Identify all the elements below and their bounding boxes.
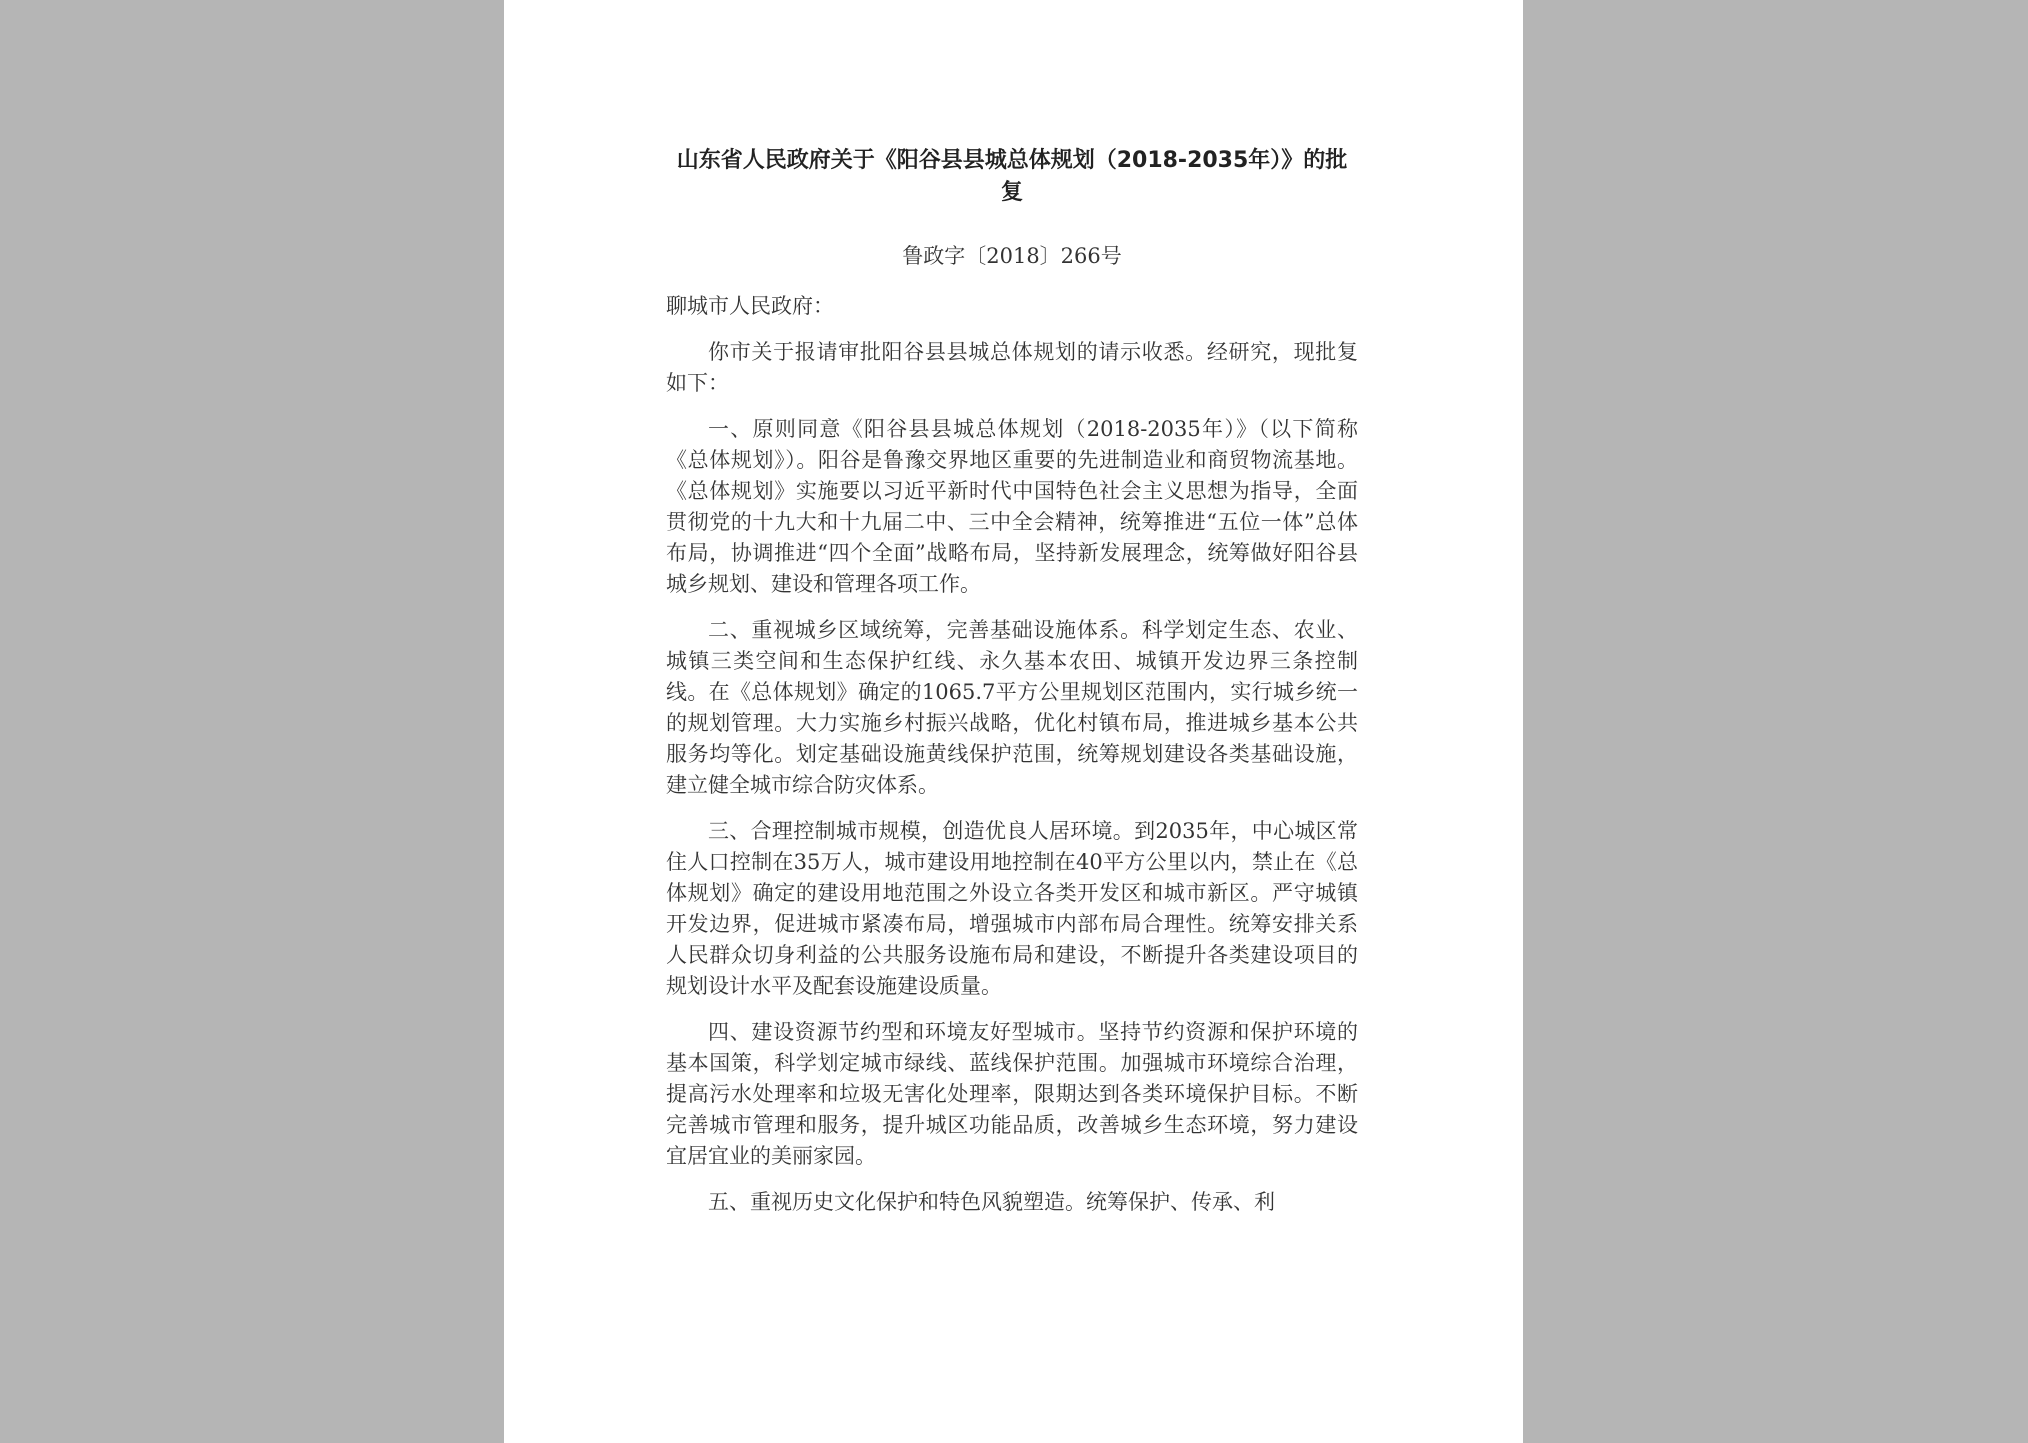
document-number: 鲁政字〔2018〕266号 (902, 244, 1122, 268)
body-paragraph: 五、重视历史文化保护和特色风貌塑造。统筹保护、传承、利 (708, 1190, 1275, 1214)
body-paragraph: 你市关于报请审批阳谷县县城总体规划的请示收悉。经研究，现批复如下： (666, 340, 1358, 395)
document-page (504, 0, 1523, 1443)
body-paragraph: 三、合理控制城市规模，创造优良人居环境。到2035年，中心城区常住人口控制在35万人，城市建设用地控制在40平方公里以内，禁止在《总体规划》确定的建设用地范围之外设立各类开发区和城市新区。严守城镇开发边界，促进城市紧凑布局，增强城市内部布局合理性。统筹安排关系人民群众切身利益的公共服务设施布局和建设，不断提升各类建设项目的规划设计水平及配套设施建设质量。 (666, 819, 1358, 998)
addressee: 聊城市人民政府： (666, 294, 834, 318)
document-title: 山东省人民政府关于《阳谷县县城总体规划（2018-2035年）》的批复 (676, 148, 1348, 205)
body-paragraph: 二、重视城乡区域统筹，完善基础设施体系。科学划定生态、农业、城镇三类空间和生态保护红线、永久基本农田、城镇开发边界三条控制线。在《总体规划》确定的1065.7平方公里规划区范围内，实行城乡统一的规划管理。大力实施乡村振兴战略，优化村镇布局，推进城乡基本公共服务均等化。划定基础设施黄线保护范围，统筹规划建设各类基础设施，建立健全城市综合防灾体系。 (666, 618, 1358, 797)
body-paragraph: 一、原则同意《阳谷县县城总体规划（2018-2035年）》（以下简称《总体规划》）。阳谷是鲁豫交界地区重要的先进制造业和商贸物流基地。《总体规划》实施要以习近平新时代中国特色社会主义思想为指导，全面贯彻党的十九大和十九届二中、三中全会精神，统筹推进“五位一体”总体布局，协调推进“四个全面”战略布局，坚持新发展理念，统筹做好阳谷县城乡规划、建设和管理各项工作。 (666, 417, 1358, 596)
body-paragraph: 四、建设资源节约型和环境友好型城市。坚持节约资源和保护环境的基本国策，科学划定城市绿线、蓝线保护范围。加强城市环境综合治理，提高污水处理率和垃圾无害化处理率，限期达到各类环境保护目标。不断完善城市管理和服务，提升城区功能品质，改善城乡生态环境，努力建设宜居宜业的美丽家园。 (666, 1020, 1358, 1168)
